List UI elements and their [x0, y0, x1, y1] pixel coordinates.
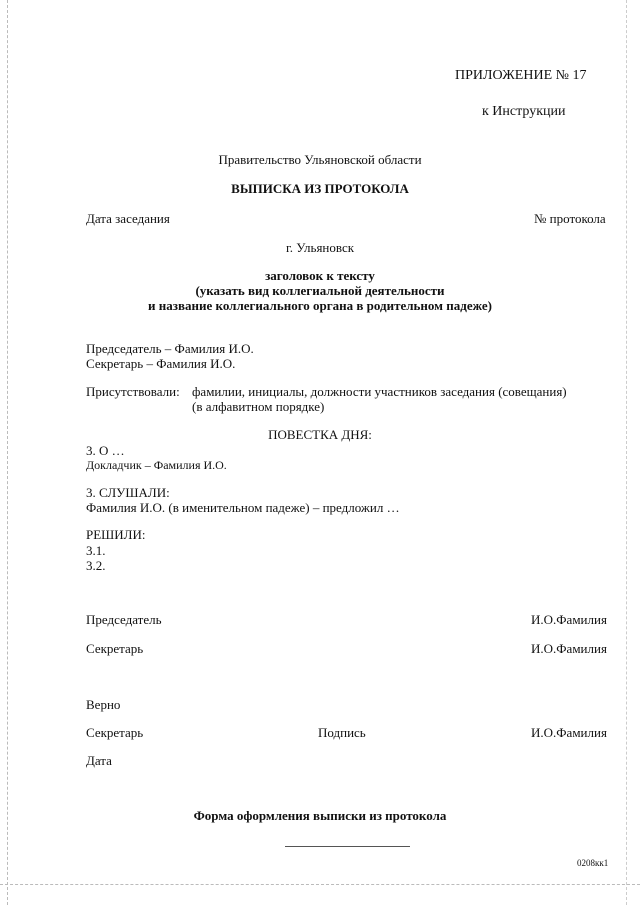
chairman-line: Председатель – Фамилия И.О.	[86, 341, 254, 356]
form-caption: Форма оформления выписки из протокола	[193, 808, 447, 823]
document-code: 0208кк1	[577, 858, 609, 868]
document-title: ВЫПИСКА ИЗ ПРОТОКОЛА	[231, 181, 409, 196]
scan-edge-right	[626, 0, 627, 905]
verified-secretary-name: И.О.Фамилия	[531, 725, 607, 740]
appendix-to-instruction: к Инструкции	[482, 104, 566, 119]
present-label: Присутствовали:	[86, 384, 180, 399]
decided-title: РЕШИЛИ:	[86, 527, 146, 542]
decided-item-2: 3.2.	[86, 558, 106, 573]
heading-line-2: (указать вид коллегиальной деятельности	[195, 283, 445, 298]
signature-chairman-label: Председатель	[86, 612, 162, 627]
agenda-title: ПОВЕСТКА ДНЯ:	[268, 427, 372, 442]
signature-secretary-label: Секретарь	[86, 641, 144, 656]
meeting-date-label: Дата заседания	[86, 211, 170, 226]
scan-edge-left	[7, 0, 8, 905]
verified-secretary-label: Секретарь	[86, 725, 144, 740]
heard-text: Фамилия И.О. (в именительном падеже) – предложил …	[86, 500, 400, 515]
signature-label: Подпись	[318, 725, 366, 740]
heading-line-3: и название коллегиального органа в родительном падеже)	[148, 298, 492, 313]
verified-label: Верно	[86, 697, 121, 712]
agenda-speaker: Докладчик – Фамилия И.О.	[86, 458, 227, 472]
signature-secretary-name: И.О.Фамилия	[531, 641, 607, 656]
organization-name: Правительство Ульяновской области	[218, 152, 422, 167]
present-line-1: фамилии, инициалы, должности участников заседания (совещания)	[192, 384, 567, 399]
city: г. Ульяновск	[285, 240, 355, 255]
appendix-number: ПРИЛОЖЕНИЕ № 17	[455, 68, 587, 83]
heard-title: 3. СЛУШАЛИ:	[86, 485, 170, 500]
signature-chairman-name: И.О.Фамилия	[531, 612, 607, 627]
agenda-item: 3. О …	[86, 443, 125, 458]
scan-edge-bottom	[0, 884, 640, 885]
heading-line-1: заголовок к тексту	[265, 268, 375, 283]
secretary-line: Секретарь – Фамилия И.О.	[86, 356, 236, 371]
date-label: Дата	[86, 753, 112, 768]
present-line-2: (в алфавитном порядке)	[192, 399, 325, 414]
decided-item-1: 3.1.	[86, 543, 106, 558]
footer-divider	[285, 846, 410, 847]
protocol-number-label: № протокола	[534, 211, 606, 226]
